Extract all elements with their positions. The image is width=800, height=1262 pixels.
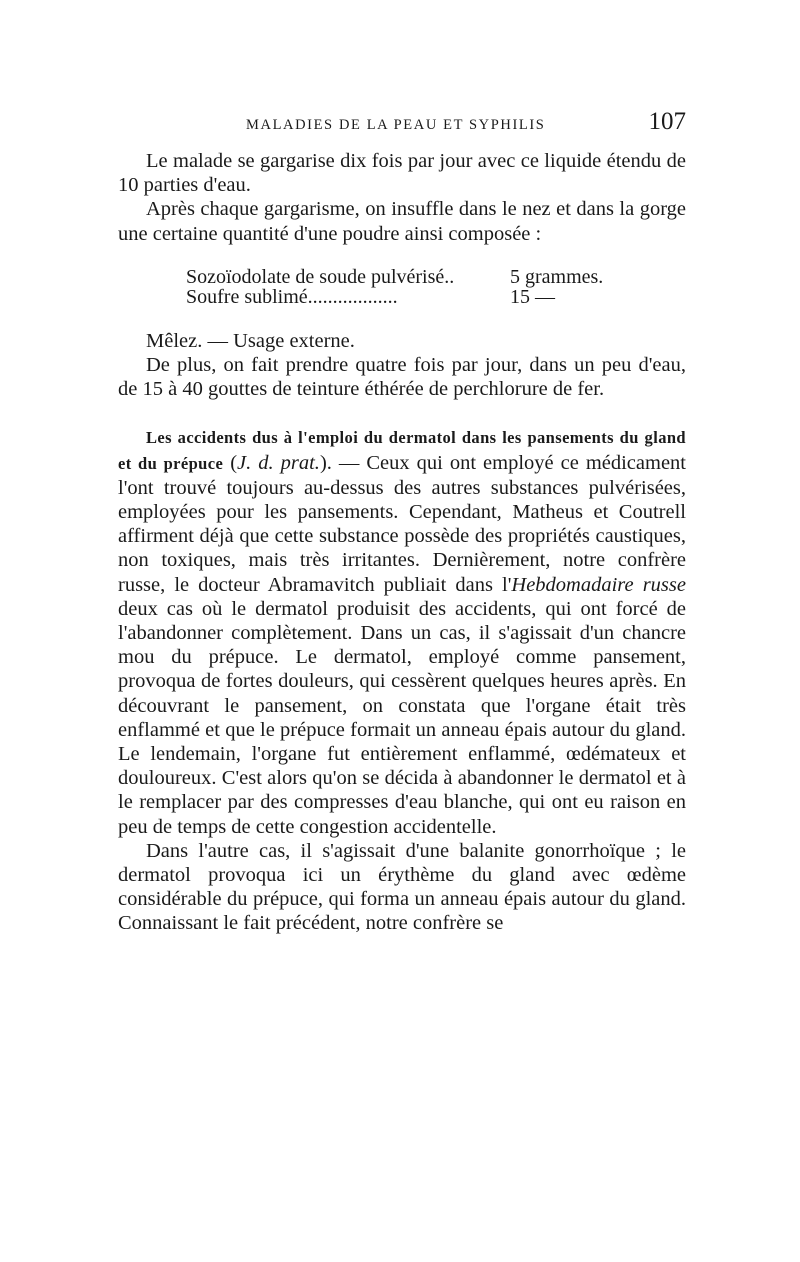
article-source: J. d. prat. — [237, 451, 320, 474]
section-gap — [118, 401, 686, 425]
formula-row — [186, 267, 626, 287]
article-paragraph — [118, 425, 686, 838]
article-heading: Les accidents dus à l'emploi du dermatol dans les pansements du gland et du prépuce — [118, 428, 686, 473]
body-text — [118, 149, 686, 936]
formula-ingredient: Sozoïodolate de soude pulvérisé.. — [186, 265, 455, 288]
formula-row — [186, 287, 626, 307]
prescription-formula — [186, 267, 626, 307]
running-title: MALADIES DE LA PEAU ET SYPHILIS — [246, 117, 546, 133]
paragraph-gargle: Le malade se gargarise dix fois par jour avec ce liquide étendu de 10 parties d'eau. — [118, 150, 686, 197]
paragraph-insufflation: Après chaque gargarisme, on insuffle dans le nez et dans la gorge une certaine quantité d'une poudre ainsi composée : — [118, 198, 686, 245]
article-body-part2: deux cas où le dermatol produisit des accidents, qui ont forcé de l'abandonner complètement. Dans un cas, il s'agissait d'un chancre mou du prépuce. Le dermatol, employé comme pansement, provoqua de fortes douleurs, qui cessèrent quelques heures après. En découvrant le pansement, on constata que l'organe était très enflammé et que le prépuce formait un anneau épais autour du gland. Le lendemain, l'organe fut entièrement enflammé, œdémateux et douloureux. C'est alors qu'on se décida à abandonner le dermatol et à le remplacer par des compresses d'eau blanche, qui ont eu raison en peu de temps de cette congestion accidentelle. — [118, 597, 686, 838]
paragraph-usage: Mêlez. — Usage externe. — [146, 329, 355, 352]
article-body-part1: — Ceux qui ont employé ce médicament l'ont trouvé toujours au-dessus des autres substances pulvérisées, employées pour les pansements. Cependant, Matheus et Coutrell affirment déjà que cette substance possède des propriétés caustiques, non toxiques, mais très irritantes. Dernièrement, notre confrère russe, le docteur Abramavitch publiait dans l' — [118, 451, 687, 596]
source-close: ). — [319, 451, 332, 474]
page-number: 107 — [648, 108, 686, 135]
page-header — [130, 108, 686, 148]
formula-ingredient: Soufre sublimé.................. — [186, 285, 398, 308]
journal-title: Hebdomadaire russe — [511, 573, 686, 596]
source-open: ( — [223, 451, 238, 474]
paragraph-perchlorure: De plus, on fait prendre quatre fois par jour, dans un peu d'eau, de 15 à 40 gouttes de teinture éthérée de perchlorure de fer. — [118, 354, 686, 401]
formula-quantity: 15 — — [510, 285, 555, 308]
formula-quantity: 5 grammes. — [510, 265, 604, 288]
paragraph-second-case: Dans l'autre cas, il s'agissait d'une balanite gonorrhoïque ; le dermatol provoqua ici un érythème du gland avec œdème considérable du prépuce, qui forma un anneau épais autour du gland. Connaissant le fait précédent, notre confrère se — [118, 839, 686, 935]
